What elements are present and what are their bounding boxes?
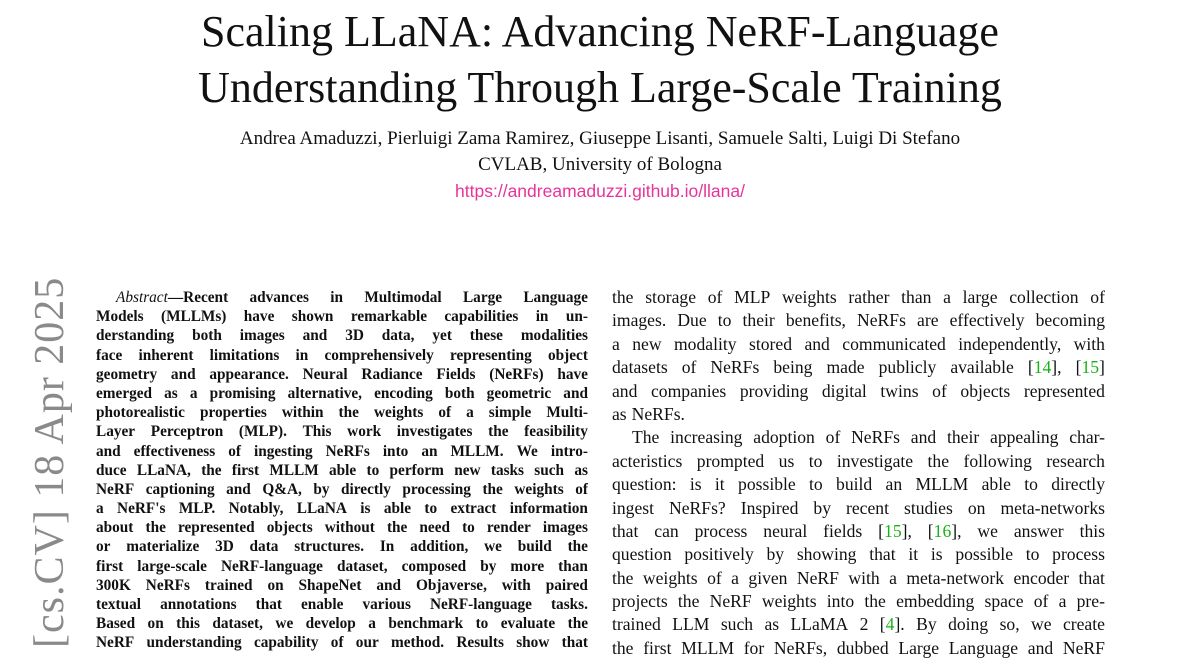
abstract-line: about the represented objects without the need to render images [96, 519, 588, 537]
body-line: projects the NeRF weights into the embedding space of a pre- [612, 591, 1105, 612]
body-line: question: is it possible to build an MLLM able to directly [612, 474, 1105, 495]
abstract-line: Layer Perceptron (MLP). This work investigates the feasibility [96, 423, 588, 441]
citation-link[interactable]: 14 [1033, 357, 1052, 378]
citation-link[interactable]: 15 [884, 520, 902, 541]
body-line: and companies providing digital twins of objects represented [612, 380, 1105, 401]
abstract-line: emerged as a promising alternative, encoding both geometric and [96, 384, 588, 402]
abstract-line: face inherent limitations in comprehensively representing object [96, 346, 588, 364]
body-line: that can process neural fields [15], [16], we answer this [612, 520, 1105, 541]
abstract-lead: Abstract [116, 289, 168, 306]
abstract-section [96, 288, 588, 653]
body-line: The increasing adoption of NeRFs and their appealing char- [632, 427, 1105, 448]
citation-link[interactable]: 4 [885, 614, 895, 635]
arxiv-side-stamp: [cs.CV] 18 Apr 2025 [27, 276, 73, 648]
paper-title-line-1: Scaling LLaNA: Advancing NeRF-Language [201, 7, 999, 56]
citation-link[interactable]: 16 [933, 520, 952, 541]
abstract-line: photorealistic properties within the weights of a simple Multi- [96, 404, 588, 422]
abstract-line: and effectiveness of ingesting NeRFs into an MLLM. We intro- [96, 442, 588, 460]
abstract-line: Based on this dataset, we develop a benchmark to evaluate the [96, 615, 588, 633]
abstract-line: first large-scale NeRF-language dataset, composed by more than [96, 557, 588, 575]
abstract-line: duce LLaNA, the first MLLM able to perform new tasks such as [96, 461, 588, 479]
body-line: acteristics prompted us to investigate the following research [612, 450, 1105, 471]
body-line: the weights of a given NeRF with a meta-network encoder that [612, 567, 1105, 588]
abstract-line: Abstract—Recent advances in Multimodal Large Language [116, 289, 588, 306]
body-line: as NeRFs. [612, 403, 685, 424]
body-line: ingest NeRFs? Inspired by recent studies on meta-networks [612, 497, 1105, 518]
body-column [612, 286, 1105, 660]
abstract-line: a NeRF's MLP. Notably, LLaNA is able to extract information [96, 500, 588, 518]
citation-link[interactable]: 15 [1081, 357, 1100, 378]
body-line: datasets of NeRFs being made publicly available [14], [15] [612, 357, 1105, 378]
body-line: trained LLM such as LLaMA 2 [4]. By doing so, we create [612, 614, 1105, 635]
affiliation: CVLAB, University of Bologna [478, 154, 722, 175]
abstract-line: 300K NeRFs trained on ShapeNet and Objaverse, with paired [96, 576, 588, 594]
abstract-line: or materialize 3D data structures. In addition, we build the [96, 538, 588, 556]
body-line: the first MLLM for NeRFs, dubbed Large Language and NeRF [612, 637, 1105, 658]
body-line: a new modality stored and communicated independently, with [612, 333, 1105, 354]
abstract-line: geometry and appearance. Neural Radiance Fields (NeRFs) have [96, 365, 588, 383]
author-list: Andrea Amaduzzi, Pierluigi Zama Ramirez, Giuseppe Lisanti, Samuele Salti, Luigi Di Stefano [239, 128, 961, 149]
abstract-line: derstanding both images and 3D data, yet these modalities [96, 327, 588, 345]
paper-title-line-2: Understanding Through Large-Scale Training [198, 63, 1002, 112]
abstract-line: textual annotations that enable various NeRF-language tasks. [96, 596, 588, 613]
project-link[interactable]: https://andreamaduzzi.github.io/llana/ [455, 181, 745, 201]
body-line: the storage of MLP weights rather than a large collection of [612, 287, 1105, 307]
abstract-line: Models (MLLMs) have shown remarkable capabilities in un- [96, 308, 588, 326]
body-line: images. Due to their benefits, NeRFs are effectively becoming [612, 310, 1105, 331]
body-line: question positively by showing that it is possible to process [612, 544, 1105, 565]
abstract-line: NeRF captioning and Q&A, by directly processing the weights of [96, 480, 588, 498]
abstract-line: NeRF understanding capability of our method. Results show that [96, 634, 588, 652]
